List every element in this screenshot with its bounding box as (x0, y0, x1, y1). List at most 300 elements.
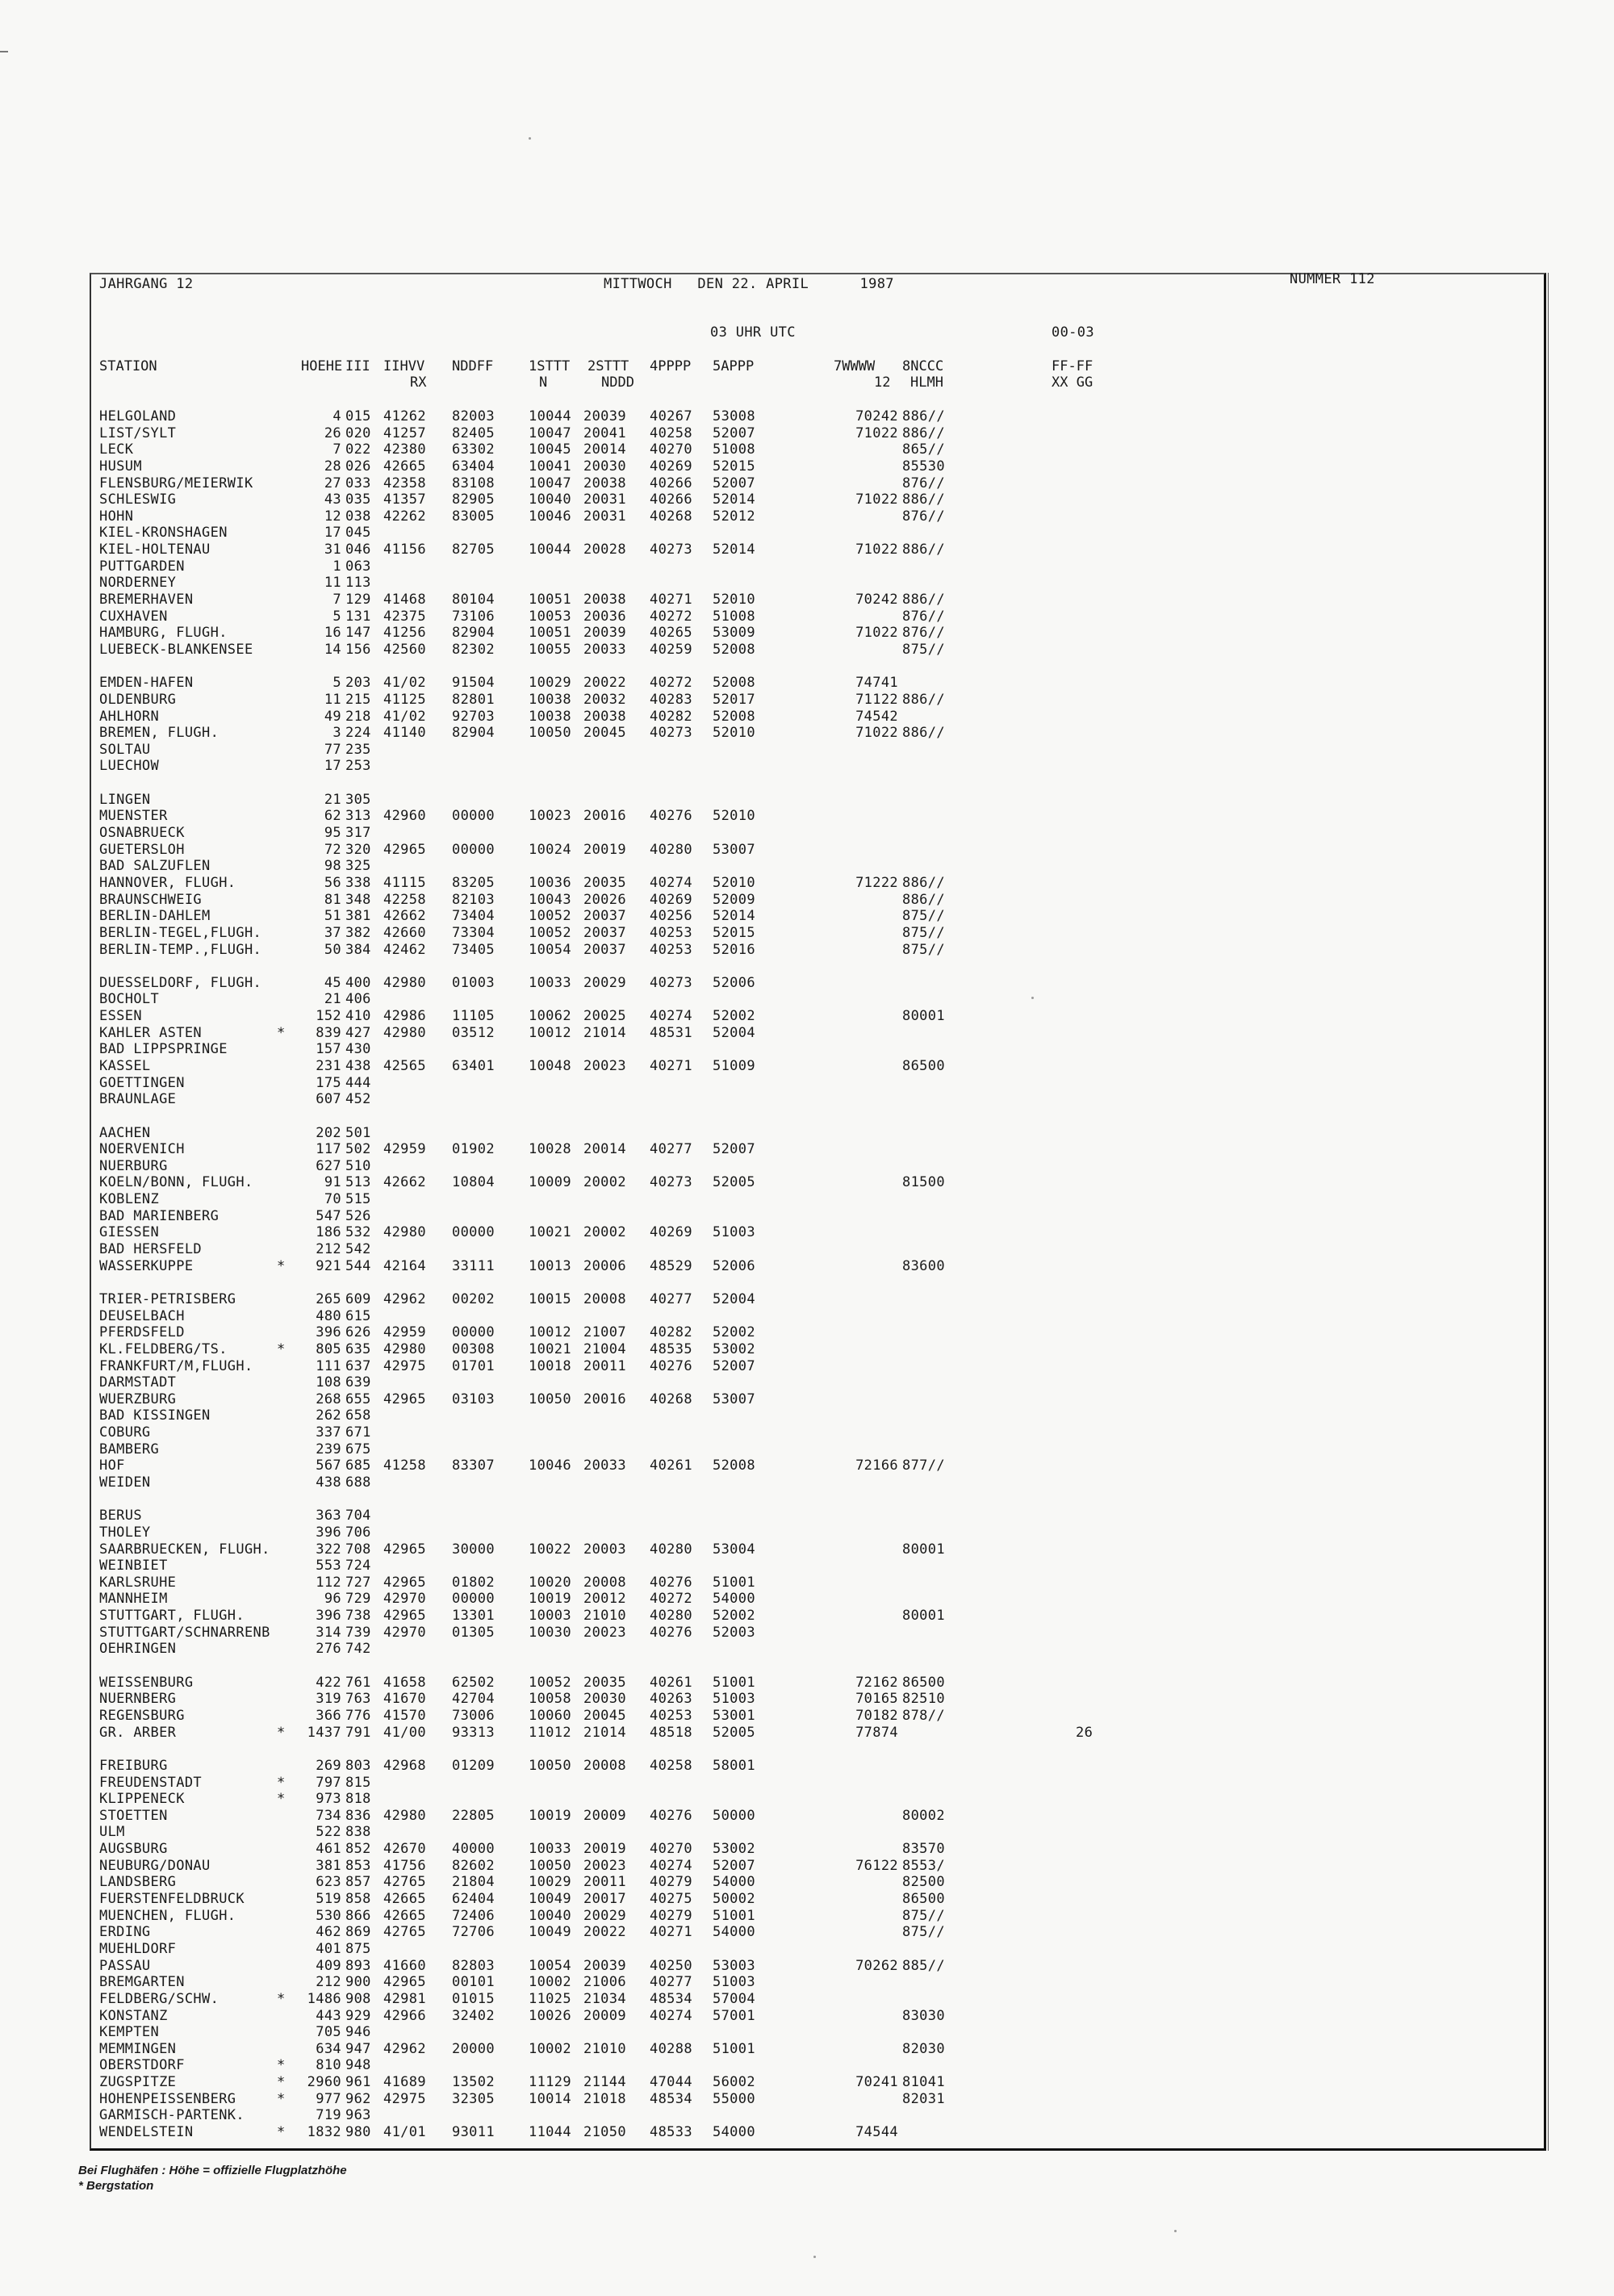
station-name: HANNOVER, FLUGH. (99, 874, 236, 891)
cell-1sttt: 11012 (529, 1724, 571, 1741)
cell-7wwww: 70241 (855, 2074, 898, 2091)
cell-iihvv: 41258 (383, 1457, 426, 1474)
cell-8nccc: 875// (902, 641, 945, 658)
cell-2sttt: 20016 (583, 808, 626, 825)
station-id: 858 (345, 1891, 371, 1908)
station-name: DUESSELDORF, FLUGH. (99, 974, 262, 991)
cell-8nccc: 886// (902, 725, 945, 742)
cell-8nccc: 80002 (902, 1807, 945, 1824)
station-id: 946 (345, 2024, 371, 2041)
cell-iihvv: 42965 (383, 1391, 426, 1407)
station-id: 893 (345, 1957, 371, 1974)
cell-nddff: 80104 (452, 592, 495, 609)
station-name: LANDSBERG (99, 1874, 177, 1891)
station-name: KOBLENZ (99, 1191, 160, 1208)
cell-1sttt: 10021 (529, 1340, 571, 1357)
station-id: 729 (345, 1591, 371, 1608)
cell-2sttt: 20038 (583, 592, 626, 609)
station-name: BERLIN-TEMP.,FLUGH. (99, 941, 262, 958)
cell-8nccc: 82510 (902, 1691, 945, 1708)
station-height: 705 (316, 2024, 341, 2041)
cell-5appp: 53007 (713, 1391, 755, 1407)
station-height: 797 (316, 1774, 341, 1791)
station-name: WEIDEN (99, 1474, 151, 1491)
cell-5appp: 52014 (713, 491, 755, 508)
cell-nddff: 20000 (452, 2040, 495, 2057)
station-name: GUETERSLOH (99, 841, 185, 858)
cell-nddff: 93011 (452, 2123, 495, 2140)
cell-iihvv: 42975 (383, 1357, 426, 1374)
cell-1sttt: 10060 (529, 1707, 571, 1724)
station-name: WENDELSTEIN (99, 2123, 194, 2140)
station-height: 81 (324, 891, 341, 908)
cell-1sttt: 10040 (529, 1907, 571, 1924)
cell-nddff: 73106 (452, 608, 495, 625)
cell-2sttt: 21004 (583, 1340, 626, 1357)
cell-5appp: 51003 (713, 1974, 755, 1991)
station-name: FRANKFURT/M,FLUGH. (99, 1357, 253, 1374)
cell-4pppp: 40271 (650, 1057, 692, 1074)
cell-2sttt: 20035 (583, 1674, 626, 1691)
station-height: 11 (324, 575, 341, 592)
station-id: 033 (345, 475, 371, 491)
mountain-flag: * (277, 2057, 286, 2074)
cell-nddff: 13502 (452, 2074, 495, 2091)
station-id: 513 (345, 1174, 371, 1191)
cell-iihvv: 41756 (383, 1857, 426, 1874)
cell-iihvv: 42375 (383, 608, 426, 625)
cell-2sttt: 20016 (583, 1391, 626, 1407)
station-height: 322 (316, 1541, 341, 1558)
cell-4pppp: 40266 (650, 475, 692, 491)
col-n: N (539, 374, 548, 391)
cell-8nccc: 877// (902, 1457, 945, 1474)
station-name: KAHLER ASTEN (99, 1024, 203, 1041)
cell-1sttt: 10023 (529, 808, 571, 825)
station-id: 400 (345, 974, 371, 991)
cell-nddff: 93313 (452, 1724, 495, 1741)
cell-1sttt: 10021 (529, 1224, 571, 1241)
cell-iihvv: 41357 (383, 491, 426, 508)
cell-iihvv: 42258 (383, 891, 426, 908)
cell-5appp: 52012 (713, 508, 755, 525)
cell-4pppp: 40269 (650, 458, 692, 475)
cell-5appp: 52007 (713, 475, 755, 491)
issue-number: NUMMER 112 (1290, 271, 1375, 287)
station-name: MUENSTER (99, 808, 168, 825)
cell-iihvv: 42662 (383, 908, 426, 925)
cell-1sttt: 10009 (529, 1174, 571, 1191)
cell-5appp: 52010 (713, 725, 755, 742)
station-id: 838 (345, 1824, 371, 1841)
cell-8nccc: 82031 (902, 2090, 945, 2107)
cell-nddff: 21804 (452, 1874, 495, 1891)
col-rx: RX (410, 374, 427, 391)
cell-iihvv: 42665 (383, 1907, 426, 1924)
cell-nddff: 00308 (452, 1340, 495, 1357)
cell-4pppp: 40263 (650, 1691, 692, 1708)
cell-8nccc: 876// (902, 508, 945, 525)
station-id: 338 (345, 874, 371, 891)
cell-4pppp: 40270 (650, 441, 692, 458)
cell-4pppp: 40253 (650, 924, 692, 941)
cell-2sttt: 20039 (583, 625, 626, 642)
mountain-flag: * (277, 1791, 286, 1808)
station-height: 186 (316, 1224, 341, 1241)
cell-5appp: 51003 (713, 1224, 755, 1241)
cell-4pppp: 40275 (650, 1891, 692, 1908)
station-id: 113 (345, 575, 371, 592)
cell-8nccc: 86500 (902, 1674, 945, 1691)
cell-5appp: 54000 (713, 2123, 755, 2140)
cell-1sttt: 10030 (529, 1624, 571, 1641)
station-id: 515 (345, 1191, 371, 1208)
station-height: 56 (324, 874, 341, 891)
cell-nddff: 91504 (452, 675, 495, 692)
station-id: 035 (345, 491, 371, 508)
cell-4pppp: 48533 (650, 2123, 692, 2140)
cell-1sttt: 10048 (529, 1057, 571, 1074)
col-station: STATION (99, 358, 157, 374)
cell-iihvv: 42164 (383, 1257, 426, 1274)
cell-4pppp: 40261 (650, 1457, 692, 1474)
cell-4pppp: 40273 (650, 1174, 692, 1191)
station-name: STUTTGART, FLUGH. (99, 1608, 245, 1625)
cell-nddff: 82302 (452, 641, 495, 658)
cell-1sttt: 10046 (529, 1457, 571, 1474)
station-name: BAD MARIENBERG (99, 1207, 220, 1224)
station-height: 111 (316, 1357, 341, 1374)
station-id: 763 (345, 1691, 371, 1708)
station-name: LUEBECK-BLANKENSEE (99, 641, 253, 658)
station-name: MUEHLDORF (99, 1940, 177, 1957)
station-name: GARMISCH-PARTENK. (99, 2107, 245, 2124)
cell-iihvv: 42986 (383, 1008, 426, 1025)
station-name: LIST/SYLT (99, 424, 177, 441)
station-height: 461 (316, 1841, 341, 1858)
cell-nddff: 82904 (452, 625, 495, 642)
station-name: ULM (99, 1824, 125, 1841)
station-height: 212 (316, 1241, 341, 1258)
cell-8nccc: 80001 (902, 1608, 945, 1625)
cell-iihvv: 42662 (383, 1174, 426, 1191)
station-id: 063 (345, 558, 371, 575)
station-id: 962 (345, 2090, 371, 2107)
station-height: 381 (316, 1857, 341, 1874)
station-id: 317 (345, 825, 371, 842)
station-height: 634 (316, 2040, 341, 2057)
cell-1sttt: 10019 (529, 1807, 571, 1824)
cell-8nccc: 81041 (902, 2074, 945, 2091)
station-id: 658 (345, 1407, 371, 1424)
cell-2sttt: 20029 (583, 974, 626, 991)
cell-8nccc: 876// (902, 625, 945, 642)
cell-7wwww: 71022 (855, 424, 898, 441)
cell-4pppp: 40253 (650, 941, 692, 958)
station-name: AUGSBURG (99, 1841, 168, 1858)
cell-1sttt: 10051 (529, 592, 571, 609)
cell-iihvv: 42959 (383, 1141, 426, 1158)
station-id: 382 (345, 924, 371, 941)
station-id: 384 (345, 941, 371, 958)
cell-1sttt: 10046 (529, 508, 571, 525)
cell-5appp: 52010 (713, 592, 755, 609)
cell-iihvv: 42660 (383, 924, 426, 941)
cell-8nccc: 865// (902, 441, 945, 458)
station-name: STUTTGART/SCHNARRENB (99, 1624, 270, 1641)
cell-4pppp: 40274 (650, 2007, 692, 2024)
cell-4pppp: 40271 (650, 592, 692, 609)
station-height: 3 (332, 725, 341, 742)
station-name: KARLSRUHE (99, 1574, 177, 1591)
station-id: 908 (345, 1990, 371, 2007)
cell-8nccc: 878// (902, 1707, 945, 1724)
cell-2sttt: 20045 (583, 725, 626, 742)
mountain-flag: * (277, 2074, 286, 2091)
cell-iihvv: 42980 (383, 1340, 426, 1357)
cell-iihvv: 41689 (383, 2074, 426, 2091)
cell-nddff: 82905 (452, 491, 495, 508)
cell-8nccc: 886// (902, 891, 945, 908)
cell-7wwww: 74741 (855, 675, 898, 692)
cell-4pppp: 40272 (650, 1591, 692, 1608)
cell-4pppp: 40268 (650, 1391, 692, 1407)
station-id: 313 (345, 808, 371, 825)
cell-4pppp: 40265 (650, 625, 692, 642)
station-id: 739 (345, 1624, 371, 1641)
station-height: 112 (316, 1574, 341, 1591)
cell-5appp: 52008 (713, 1457, 755, 1474)
cell-2sttt: 20017 (583, 1891, 626, 1908)
cell-5appp: 54000 (713, 1591, 755, 1608)
station-height: 567 (316, 1457, 341, 1474)
station-height: 27 (324, 475, 341, 491)
cell-2sttt: 20031 (583, 491, 626, 508)
cell-nddff: 63401 (452, 1057, 495, 1074)
station-height: 607 (316, 1091, 341, 1108)
cell-5appp: 51001 (713, 2040, 755, 2057)
station-height: 1 (332, 558, 341, 575)
station-id: 685 (345, 1457, 371, 1474)
station-height: 7 (332, 441, 341, 458)
cell-5appp: 54000 (713, 1924, 755, 1941)
cell-iihvv: 41257 (383, 424, 426, 441)
cell-iihvv: 42962 (383, 2040, 426, 2057)
cell-8nccc: 83600 (902, 1257, 945, 1274)
cell-5appp: 52004 (713, 1290, 755, 1307)
station-name: NUERNBERG (99, 1691, 177, 1708)
cell-iihvv: 42965 (383, 1574, 426, 1591)
cell-2sttt: 20039 (583, 1957, 626, 1974)
station-id: 305 (345, 791, 371, 808)
cell-nddff: 62404 (452, 1891, 495, 1908)
col-iihvv: IIHVV (383, 358, 425, 374)
cell-7wwww: 71122 (855, 691, 898, 708)
station-id: 444 (345, 1074, 371, 1091)
cell-4pppp: 40269 (650, 1224, 692, 1241)
cell-4pppp: 40282 (650, 1324, 692, 1341)
cell-4pppp: 40277 (650, 1974, 692, 1991)
cell-4pppp: 48534 (650, 2090, 692, 2107)
cell-2sttt: 20022 (583, 675, 626, 692)
cell-4pppp: 40277 (650, 1290, 692, 1307)
cell-7wwww: 70242 (855, 408, 898, 424)
station-name: BRAUNSCHWEIG (99, 891, 203, 908)
station-name: BERUS (99, 1508, 142, 1524)
cell-nddff: 83205 (452, 874, 495, 891)
col-nddd: NDDD (601, 374, 634, 391)
cell-2sttt: 21050 (583, 2123, 626, 2140)
cell-1sttt: 10054 (529, 941, 571, 958)
cell-5appp: 52008 (713, 708, 755, 725)
station-name: SOLTAU (99, 741, 151, 758)
cell-2sttt: 20008 (583, 1757, 626, 1774)
station-height: 2960 (307, 2074, 341, 2091)
cell-4pppp: 40279 (650, 1874, 692, 1891)
station-height: 1437 (307, 1724, 341, 1741)
station-height: 396 (316, 1324, 341, 1341)
cell-5appp: 52007 (713, 1357, 755, 1374)
station-name: KLIPPENECK (99, 1791, 185, 1808)
cell-1sttt: 10049 (529, 1924, 571, 1941)
station-id: 836 (345, 1807, 371, 1824)
cell-2sttt: 20029 (583, 1907, 626, 1924)
station-height: 319 (316, 1691, 341, 1708)
cell-2sttt: 20030 (583, 458, 626, 475)
cell-iihvv: 42980 (383, 974, 426, 991)
cell-2sttt: 20032 (583, 691, 626, 708)
mountain-flag: * (277, 2090, 286, 2107)
cell-nddff: 01802 (452, 1574, 495, 1591)
cell-1sttt: 10015 (529, 1290, 571, 1307)
station-id: 635 (345, 1340, 371, 1357)
cell-7wwww: 70182 (855, 1707, 898, 1724)
cell-7wwww: 71022 (855, 625, 898, 642)
cell-iihvv: 41/02 (383, 708, 426, 725)
cell-iihvv: 41140 (383, 725, 426, 742)
cell-2sttt: 20019 (583, 1841, 626, 1858)
station-id: 866 (345, 1907, 371, 1924)
station-name: STOETTEN (99, 1807, 168, 1824)
station-id: 815 (345, 1774, 371, 1791)
station-name: KONSTANZ (99, 2007, 168, 2024)
station-id: 875 (345, 1940, 371, 1957)
station-id: 948 (345, 2057, 371, 2074)
mountain-flag: * (277, 1024, 286, 1041)
cell-nddff: 11105 (452, 1008, 495, 1025)
station-height: 268 (316, 1391, 341, 1407)
station-id: 857 (345, 1874, 371, 1891)
station-height: 530 (316, 1907, 341, 1924)
station-height: 91 (324, 1174, 341, 1191)
cell-iihvv: 41/01 (383, 2123, 426, 2140)
cell-5appp: 57004 (713, 1990, 755, 2007)
cell-1sttt: 10050 (529, 1391, 571, 1407)
cell-7wwww: 71022 (855, 542, 898, 558)
cell-nddff: 83108 (452, 475, 495, 491)
station-height: 28 (324, 458, 341, 475)
station-name: GR. ARBER (99, 1724, 177, 1741)
cell-nddff: 73304 (452, 924, 495, 941)
station-height: 21 (324, 991, 341, 1008)
cell-5appp: 52014 (713, 542, 755, 558)
cell-8nccc: 876// (902, 475, 945, 491)
station-height: 12 (324, 508, 341, 525)
cell-nddff: 40000 (452, 1841, 495, 1858)
cell-8nccc: 85530 (902, 458, 945, 475)
mountain-flag: * (277, 1257, 286, 1274)
cell-5appp: 51001 (713, 1674, 755, 1691)
station-height: 438 (316, 1474, 341, 1491)
mountain-flag: * (277, 1990, 286, 2007)
station-id: 215 (345, 691, 371, 708)
station-name: MEMMINGEN (99, 2040, 177, 2057)
cell-iihvv: 42670 (383, 1841, 426, 1858)
cell-1sttt: 11129 (529, 2074, 571, 2091)
cell-nddff: 00000 (452, 1591, 495, 1608)
station-id: 015 (345, 408, 371, 424)
station-name: NUERBURG (99, 1157, 168, 1174)
station-name: HOF (99, 1457, 125, 1474)
cell-1sttt: 11044 (529, 2123, 571, 2140)
cell-1sttt: 10044 (529, 542, 571, 558)
station-name: BREMERHAVEN (99, 592, 194, 609)
station-height: 522 (316, 1824, 341, 1841)
cell-iihvv: 42970 (383, 1591, 426, 1608)
col-7wwww: 7WWWW (834, 358, 876, 374)
scan-speck (529, 137, 531, 140)
cell-5appp: 51001 (713, 1907, 755, 1924)
station-id: 452 (345, 1091, 371, 1108)
cell-nddff: 00000 (452, 1324, 495, 1341)
cell-1sttt: 10052 (529, 924, 571, 941)
cell-2sttt: 20037 (583, 908, 626, 925)
cell-nddff: 82103 (452, 891, 495, 908)
cell-2sttt: 20035 (583, 874, 626, 891)
cell-2sttt: 20019 (583, 841, 626, 858)
cell-5appp: 52017 (713, 691, 755, 708)
col-iii: III (345, 358, 370, 374)
station-height: 363 (316, 1508, 341, 1524)
cell-iihvv: 42962 (383, 1290, 426, 1307)
cell-5appp: 54000 (713, 1874, 755, 1891)
cell-8nccc: 886// (902, 691, 945, 708)
station-height: 921 (316, 1257, 341, 1274)
cell-5appp: 52007 (713, 1141, 755, 1158)
cell-8nccc: 875// (902, 1924, 945, 1941)
station-height: 337 (316, 1424, 341, 1441)
station-height: 50 (324, 941, 341, 958)
station-height: 627 (316, 1157, 341, 1174)
mountain-flag: * (277, 1774, 286, 1791)
station-name: LINGEN (99, 791, 151, 808)
station-name: BREMGARTEN (99, 1974, 185, 1991)
cell-iihvv: 42965 (383, 1541, 426, 1558)
cell-2sttt: 20033 (583, 641, 626, 658)
cell-nddff: 92703 (452, 708, 495, 725)
station-id: 637 (345, 1357, 371, 1374)
cell-5appp: 53007 (713, 841, 755, 858)
cell-1sttt: 10019 (529, 1591, 571, 1608)
cell-nddff: 63404 (452, 458, 495, 475)
station-id: 022 (345, 441, 371, 458)
cell-1sttt: 10033 (529, 1841, 571, 1858)
cell-2sttt: 20011 (583, 1357, 626, 1374)
cell-8nccc: 83570 (902, 1841, 945, 1858)
cell-1sttt: 10036 (529, 874, 571, 891)
station-name: NOERVENICH (99, 1141, 185, 1158)
station-id: 761 (345, 1674, 371, 1691)
